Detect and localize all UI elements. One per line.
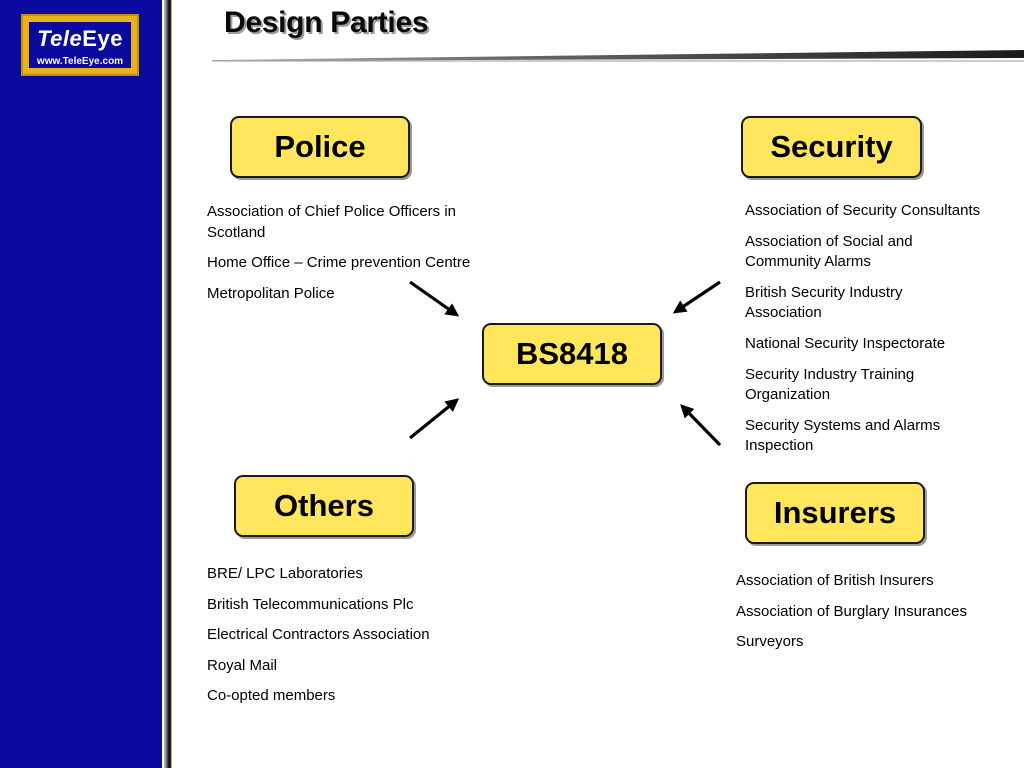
police-list	[207, 202, 512, 314]
arrow-others-to-bs8418	[410, 400, 457, 438]
insurers-box: Insurers	[745, 482, 925, 544]
list-item: National Security Inspectorate	[745, 334, 946, 352]
list-item: Metropolitan Police	[207, 284, 335, 302]
bs8418-box: BS8418	[482, 323, 662, 385]
others-list	[207, 564, 497, 717]
list-item: Association of Burglary Insurances	[736, 602, 967, 620]
list-item: Electrical Contractors Association	[207, 626, 430, 644]
title-underline	[212, 50, 1024, 62]
arrow-insurers-to-bs8418	[682, 406, 720, 445]
list-item: British Telecommunications Plc	[207, 595, 414, 613]
logo-url: www.TeleEye.com	[36, 56, 124, 67]
arrow-security-to-bs8418	[675, 282, 720, 312]
list-item: Home Office – Crime prevention Centre	[207, 254, 471, 272]
list-item: Association of British Insurers	[736, 572, 934, 589]
security-list	[745, 201, 1020, 467]
list-item: Security Systems and Alarms Inspection	[745, 416, 941, 455]
list-item: Surveyors	[736, 633, 804, 651]
sidebar-divider	[162, 0, 172, 768]
insurers-list	[736, 571, 1021, 663]
list-item: Royal Mail	[207, 656, 278, 674]
others-box: Others	[234, 475, 414, 537]
teleeye-logo	[21, 14, 139, 76]
logo-wordmark	[29, 26, 131, 52]
page-title: Design Parties	[224, 6, 429, 39]
security-box: Security	[741, 116, 922, 178]
list-item: Security Industry Training Organization	[745, 365, 915, 404]
sidebar-band	[0, 0, 162, 768]
list-item: BRE/ LPC Laboratories	[207, 565, 363, 582]
list-item: British Security Industry Association	[745, 283, 903, 322]
logo-word-tele: Tele	[37, 26, 83, 51]
list-item: Association of Chief Police Officers in Scotland	[207, 203, 457, 241]
list-item: Association of Social and Community Alarms	[745, 232, 913, 271]
police-box: Police	[230, 116, 410, 178]
list-item: Association of Security Consultants	[745, 202, 981, 219]
logo-word-eye: Eye	[82, 26, 123, 51]
list-item: Co-opted members	[207, 687, 336, 705]
